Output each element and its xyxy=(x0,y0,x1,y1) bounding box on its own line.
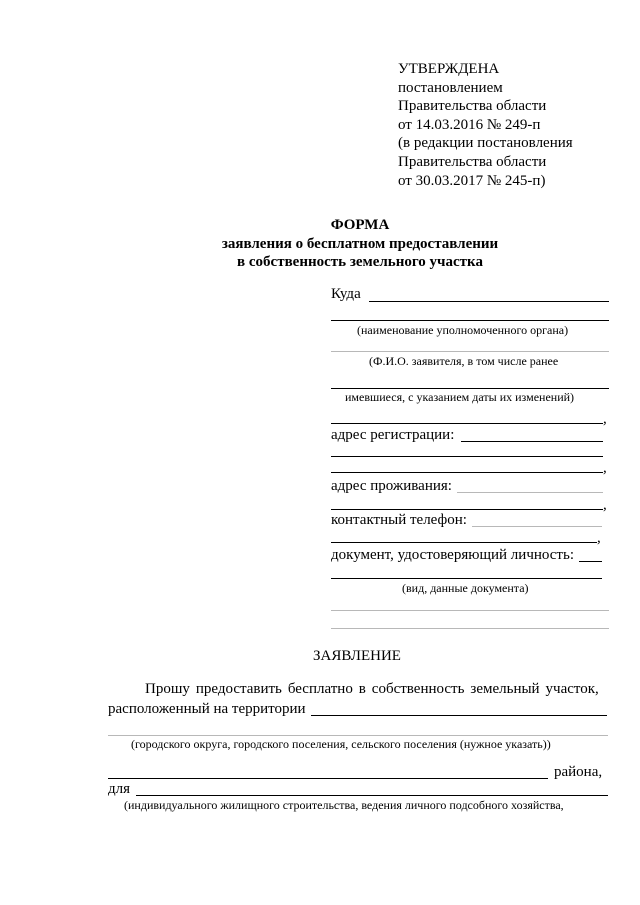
to-field[interactable] xyxy=(369,301,609,302)
comma: , xyxy=(603,497,607,513)
purpose-caption: (индивидуального жилищного строительства, ведения личного подсобного хозяйства, xyxy=(124,798,564,812)
purpose-field[interactable] xyxy=(136,795,608,796)
comma: , xyxy=(603,411,607,427)
approval-line: Правительства области xyxy=(398,98,547,115)
phone-label: контактный телефон: xyxy=(331,512,467,528)
phone-field-2[interactable] xyxy=(331,542,597,543)
form-title: ФОРМА xyxy=(330,217,390,233)
for-label: для xyxy=(108,781,131,797)
live-address-label: адрес проживания: xyxy=(331,478,452,494)
approval-head: УТВЕРЖДЕНА xyxy=(398,61,500,77)
reg-address-field-2[interactable] xyxy=(331,456,603,457)
to-label: Куда xyxy=(331,286,361,302)
phone-field[interactable] xyxy=(472,526,602,527)
approval-line: от 30.03.2017 № 245-п) xyxy=(398,172,546,189)
form-subtitle-line1: заявления о бесплатном предоставлении xyxy=(221,236,499,252)
id-document-label: документ, удостоверяющий личность: xyxy=(331,547,574,563)
statement-heading: ЗАЯВЛЕНИЕ xyxy=(313,648,401,664)
live-address-field-2[interactable] xyxy=(331,509,603,510)
fio-caption-2: имевшиеся, с указанием даты их изменений) xyxy=(345,390,575,404)
id-document-field-4[interactable] xyxy=(331,628,609,629)
approval-line: (в редакции постановления xyxy=(398,135,573,152)
authority-field[interactable] xyxy=(331,320,609,321)
id-document-caption: (вид, данные документа) xyxy=(402,581,529,595)
fio-field[interactable] xyxy=(331,351,609,352)
comma: , xyxy=(603,460,607,476)
id-document-field[interactable] xyxy=(579,561,602,562)
reg-address-field[interactable] xyxy=(461,441,603,442)
id-document-field-3[interactable] xyxy=(331,610,609,611)
authority-caption: (наименование уполномоченного органа) xyxy=(357,323,569,337)
territory-field[interactable] xyxy=(311,715,607,716)
fio-field-3[interactable] xyxy=(331,423,603,424)
fio-field-2[interactable] xyxy=(331,388,609,389)
statement-paragraph-line2: расположенный на территории xyxy=(108,701,306,717)
reg-address-label: адрес регистрации: xyxy=(331,427,455,443)
district-suffix: района, xyxy=(554,764,603,780)
statement-paragraph-line1: Прошу предоставить бесплатно в собственность земельный участок, xyxy=(145,681,599,697)
live-address-field[interactable] xyxy=(457,492,603,493)
territory-caption: (городского округа, городского поселения, сельского поселения (нужное указать)) xyxy=(131,737,551,751)
form-subtitle-line2: в собственность земельного участка xyxy=(237,254,483,270)
id-document-field-2[interactable] xyxy=(331,578,602,579)
approval-block xyxy=(398,60,573,190)
reg-address-field-3[interactable] xyxy=(331,472,603,473)
comma: , xyxy=(597,530,601,546)
fio-caption: (Ф.И.О. заявителя, в том числе ранее xyxy=(369,354,559,368)
district-field[interactable] xyxy=(108,778,548,779)
territory-field-2[interactable] xyxy=(108,735,608,736)
approval-line: постановлением xyxy=(398,79,503,96)
approval-line: от 14.03.2016 № 249-п xyxy=(398,116,541,133)
approval-line: Правительства области xyxy=(398,153,547,170)
